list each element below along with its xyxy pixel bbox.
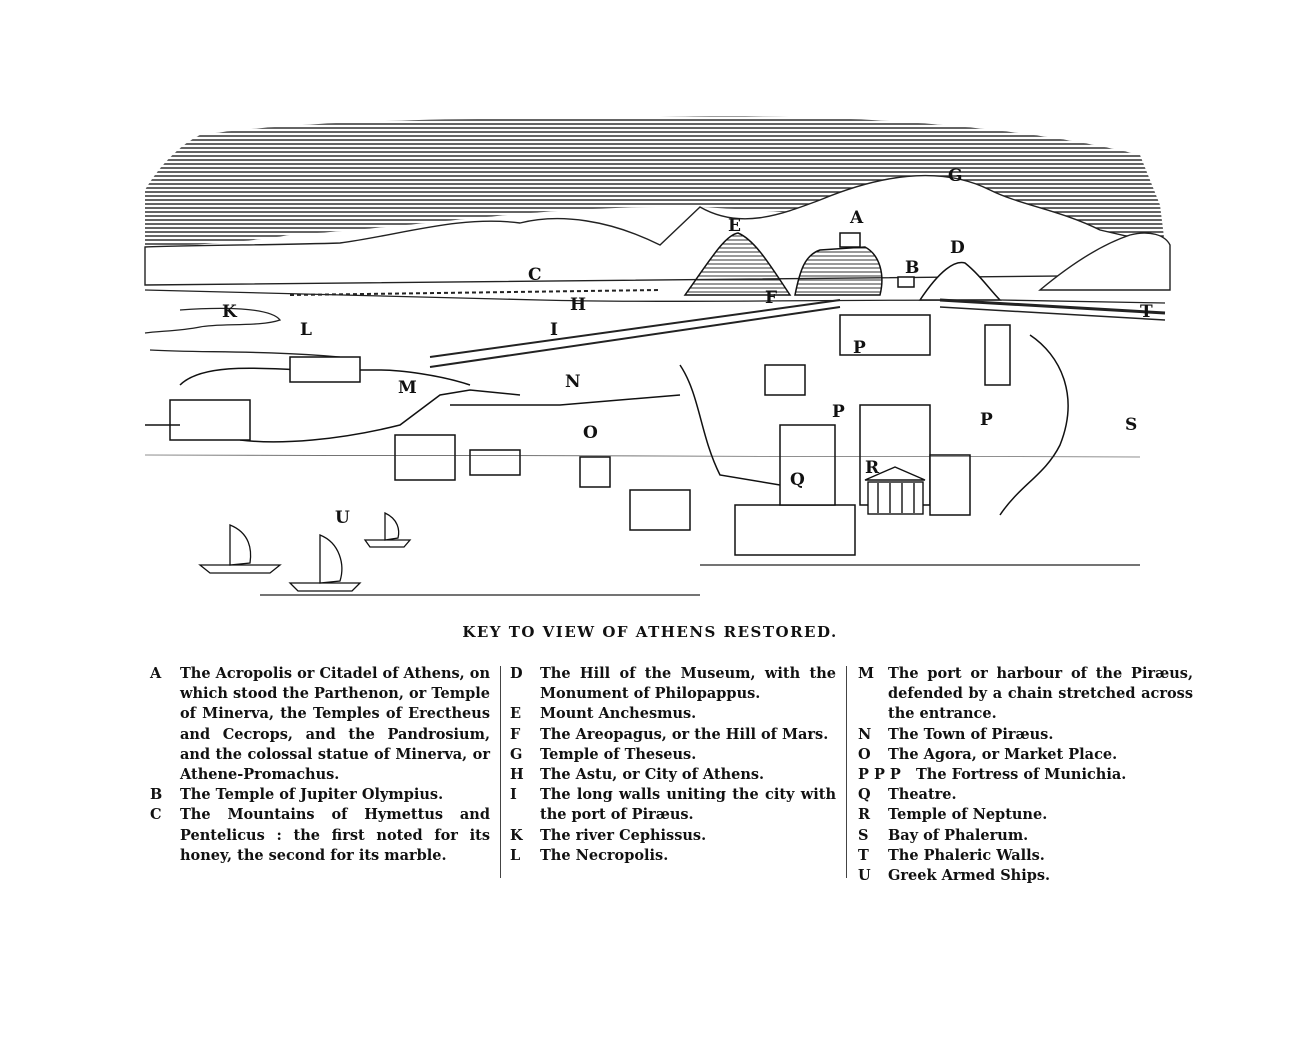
label-b: B (905, 258, 920, 278)
key-text: Mount Anchesmus. (540, 705, 697, 723)
key-letter: U (858, 867, 871, 885)
key-entry-a (150, 664, 490, 785)
key-text: The Agora, or Market Place. (888, 745, 1118, 763)
key-text: The Mountains of Hymettus and Pentelicus : the first noted for its honey, the second for its marble. (180, 806, 490, 864)
key-letter: M (858, 665, 875, 682)
harbour (145, 315, 1068, 555)
key-text: Temple of Theseus. (540, 745, 697, 763)
key-column-3 (858, 664, 1193, 886)
key-entry-k (510, 826, 836, 846)
key-text: The Necropolis. (540, 846, 669, 864)
key-entry-r (858, 805, 1193, 825)
key-letter: K (510, 826, 523, 844)
key-letter: G (510, 745, 523, 763)
label-k: K (222, 302, 237, 322)
key-text: The Phaleric Walls. (888, 846, 1045, 864)
key-text: The river Cephissus. (540, 826, 707, 844)
key-letter: H (510, 766, 524, 784)
key-entry-i (510, 785, 836, 825)
key-entry-l (510, 846, 836, 866)
key-entry-o (858, 745, 1193, 765)
label-l: L (300, 320, 312, 340)
ships (200, 513, 410, 591)
label-c: C (528, 265, 542, 285)
label-d: D (950, 238, 965, 258)
key-letter: N (858, 725, 872, 743)
label-t: T (1140, 302, 1153, 322)
label-e: E (728, 216, 741, 236)
key-text: The Hill of the Museum, with the Monument of Philopappus. (540, 665, 836, 703)
key-text: Temple of Neptune. (888, 806, 1048, 824)
key-text: Theatre. (888, 786, 957, 804)
key-entry-h (510, 765, 836, 785)
key-letter: A (150, 665, 162, 682)
label-p2: P (832, 402, 845, 422)
key-text: The Town of Piræus. (888, 725, 1054, 743)
key-letter: L (510, 846, 521, 864)
label-q: Q (790, 470, 805, 490)
label-h: H (570, 295, 587, 315)
key-text: The Areopagus, or the Hill of Mars. (540, 725, 829, 743)
key-letter: E (510, 705, 522, 723)
label-s: S (1125, 415, 1138, 435)
key-column-1 (150, 664, 490, 866)
label-f: F (765, 288, 778, 308)
key-entry-s (858, 826, 1193, 846)
key-entry-m (858, 664, 1193, 725)
key-entry-u (858, 866, 1193, 886)
key-entry-n (858, 725, 1193, 745)
figure-caption: KEY TO VIEW OF ATHENS RESTORED. (462, 623, 838, 641)
key-entry-e (510, 704, 836, 724)
key-text: The Acropolis or Citadel of Athens, on which stood the Parthenon, or Temple of Minerva, the Temples of Erectheus and Cecrops, and the Pandrosium, and the colossal statue of Minerva, or Athene-Promachus. (180, 665, 490, 784)
plain (145, 290, 1165, 367)
key-letter: D (510, 665, 523, 682)
label-m: M (398, 378, 417, 398)
label-n: N (565, 372, 581, 392)
label-i: I (550, 320, 558, 340)
key-text: The port or harbour of the Piræus, defended by a chain stretched across the entrance. (888, 665, 1193, 723)
column-divider (500, 666, 501, 878)
key-entry-b (150, 785, 490, 805)
key-column-2 (510, 664, 836, 866)
key-letter: B (150, 786, 163, 804)
label-a: A (850, 208, 864, 228)
key-letter: R (858, 806, 871, 824)
key-letter: C (150, 806, 162, 824)
key-entry-t (858, 846, 1193, 866)
key-text: The Temple of Jupiter Olympius. (180, 786, 444, 804)
key-entry-d (510, 664, 836, 704)
key-text: The Astu, or City of Athens. (540, 766, 765, 784)
athens-engraving (140, 95, 1175, 607)
label-u: U (335, 508, 350, 528)
column-divider (846, 666, 847, 878)
key-letter: T (858, 846, 869, 864)
label-p3: P (980, 410, 993, 430)
key-entry-ppp (858, 765, 1193, 785)
key-letter: F (510, 725, 521, 743)
key-letter: Q (858, 786, 871, 804)
key-text: The long walls uniting the city with the port of Piræus. (540, 786, 836, 824)
key-text: Greek Armed Ships. (888, 867, 1051, 885)
key-letter: S (858, 826, 869, 844)
label-o: O (583, 423, 598, 443)
key-entry-g (510, 745, 836, 765)
key-text: The Fortress of Munichia. (916, 766, 1127, 784)
key-letter: P P P (858, 766, 901, 784)
key-text: Bay of Phalerum. (888, 826, 1029, 844)
label-r: R (865, 458, 880, 478)
key-entry-f (510, 725, 836, 745)
key-letter: O (858, 745, 871, 763)
key-entry-q (858, 785, 1193, 805)
key-entry-c (150, 805, 490, 866)
key-letter: I (510, 786, 517, 804)
label-g: G (948, 166, 963, 186)
label-p1: P (853, 338, 866, 358)
